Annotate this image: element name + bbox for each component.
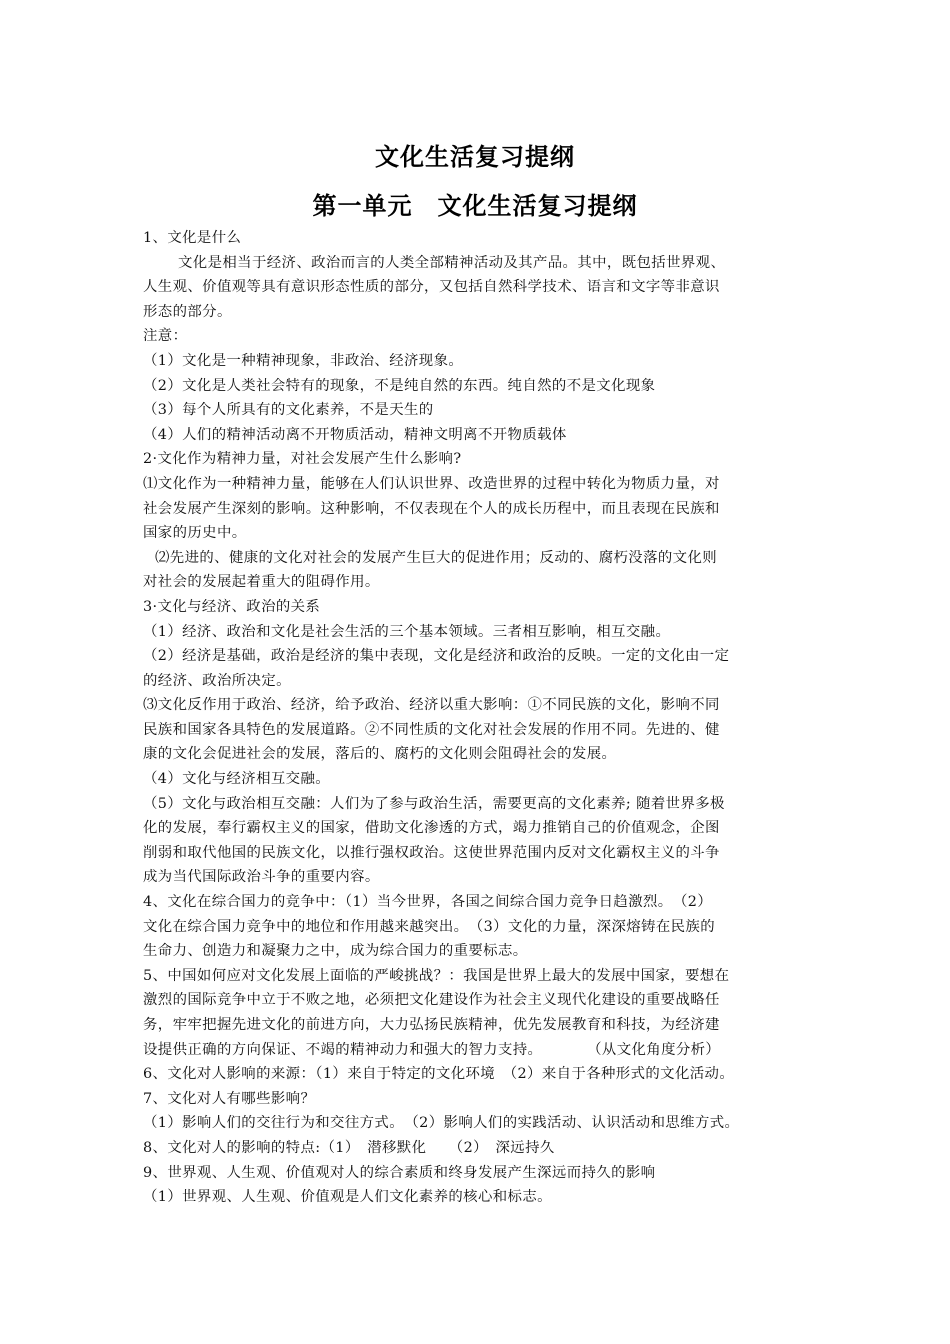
- list-item: （4）文化与经济相互交融。: [143, 771, 331, 788]
- paragraph-line: 的经济、政治所决定。: [143, 672, 291, 689]
- document-title: 文化生活复习提纲: [375, 143, 575, 171]
- section-heading: 8、文化对人的影响的特点:（1） 潜移默化 （2） 深远持久: [143, 1139, 555, 1156]
- list-item: （2）经济是基础，政治是经济的集中表现，文化是经济和政治的反映。一定的文化由一定: [143, 648, 730, 665]
- note-heading: 注意：: [143, 328, 188, 345]
- section-heading: 4、文化在综合国力的竞争中：（1）当今世界，各国之间综合国力竞争日趋激烈。 （2）: [143, 894, 713, 911]
- list-item: （2）文化是人类社会特有的现象，不是纯自然的东西。纯自然的不是文化现象: [143, 377, 656, 394]
- paragraph-line: 对社会的发展起着重大的阻碍作用。: [143, 574, 380, 591]
- paragraph-line: 国家的历史中。: [143, 525, 247, 542]
- paragraph-line: 成为当代国际政治斗争的重要内容。: [143, 869, 380, 886]
- list-item: （1）文化是一种精神现象，非政治、经济现象。: [143, 352, 464, 369]
- section-heading: 6、文化对人影响的来源：（1）来自于特定的文化环境 （2）来自于各种形式的文化活动。: [143, 1066, 735, 1083]
- section-heading: 5、中国如何应对文化发展上面临的严峻挑战？：我国是世界上最大的发展中国家，要想在: [143, 967, 730, 984]
- list-item: （4）人们的精神活动离不开物质活动，精神文明离不开物质载体: [143, 426, 567, 443]
- list-item: （1）影响人们的交往行为和交往方式。 （2）影响人们的实践活动、认识活动和思维方式。: [143, 1115, 740, 1132]
- paragraph-line: 文化在综合国力竞争中的地位和作用越来越突出。 （3）文化的力量，深深熔铸在民族的: [143, 918, 715, 935]
- paragraph-line: 人生观、价值观等具有意识形态性质的部分，又包括自然科学技术、语言和文字等非意识: [143, 279, 720, 296]
- paragraph-line: 务，牢牢把握先进文化的前进方向，大力弘扬民族精神，优先发展教育和科技，为经济建: [143, 1017, 720, 1033]
- list-item: （5）文化与政治相互交融：人们为了参与政治生活，需要更高的文化素养; 随着世界多极: [143, 795, 725, 812]
- list-item: ⑶文化反作用于政治、经济，给予政治、经济以重大影响：①不同民族的文化，影响不同: [143, 697, 720, 714]
- section-heading: 9、世界观、人生观、价值观对人的综合素质和终身发展产生深远而持久的影响: [143, 1164, 656, 1181]
- paragraph-line: ⑴文化作为一种精神力量，能够在人们认识世界、改造世界的过程中转化为物质力量，对: [143, 475, 720, 492]
- paragraph-line: 激烈的国际竞争中立于不败之地，必须把文化建设作为社会主义现代化建设的重要战略任: [143, 992, 720, 1009]
- paragraph-line: 民族和国家各具特色的发展道路。②不同性质的文化对社会发展的作用不同。先进的、健: [143, 721, 720, 738]
- paragraph-line: 生命力、创造力和凝聚力之中，成为综合国力的重要标志。: [143, 943, 528, 960]
- paragraph-line: ⑵先进的、健康的文化对社会的发展产生巨大的促进作用；反动的、腐朽没落的文化则: [155, 549, 718, 566]
- paragraph-line: 削弱和取代他国的民族文化，以推行强权政治。这使世界范围内反对文化霸权主义的斗争: [143, 844, 720, 861]
- paragraph-line: 设提供正确的方向保证、不竭的精神动力和强大的智力支持。 （从文化角度分析）: [143, 1041, 721, 1058]
- section-heading: 1、文化是什么: [143, 230, 242, 246]
- paragraph-line: 文化是相当于经济、政治而言的人类全部精神活动及其产品。其中，既包括世界观、: [178, 254, 726, 271]
- document-body: [143, 226, 823, 1210]
- list-item: （1）经济、政治和文化是社会生活的三个基本领域。三者相互影响，相互交融。: [143, 623, 671, 640]
- list-item: （1）世界观、人生观、价值观是人们文化素养的核心和标志。: [143, 1189, 552, 1206]
- section-heading: 3·文化与经济、政治的关系: [143, 598, 321, 615]
- paragraph-line: 化的发展，奉行霸权主义的国家，借助文化渗透的方式，竭力推销自己的价值观念，企图: [143, 820, 720, 837]
- section-heading: 2·文化作为精神力量，对社会发展产生什么影响?: [143, 451, 462, 468]
- paragraph-line: 康的文化会促进社会的发展，落后的、腐朽的文化则会阻碍社会的发展。: [143, 746, 617, 763]
- paragraph-line: 形态的部分。: [143, 303, 232, 320]
- unit-title: 第一单元 文化生活复习提纲: [312, 192, 638, 220]
- list-item: （3）每个人所具有的文化素养，不是天生的: [143, 402, 434, 419]
- section-heading: 7、文化对人有哪些影响？: [143, 1090, 316, 1107]
- paragraph-line: 社会发展产生深刻的影响。这种影响，不仅表现在个人的成长历程中，而且表现在民族和: [143, 500, 720, 517]
